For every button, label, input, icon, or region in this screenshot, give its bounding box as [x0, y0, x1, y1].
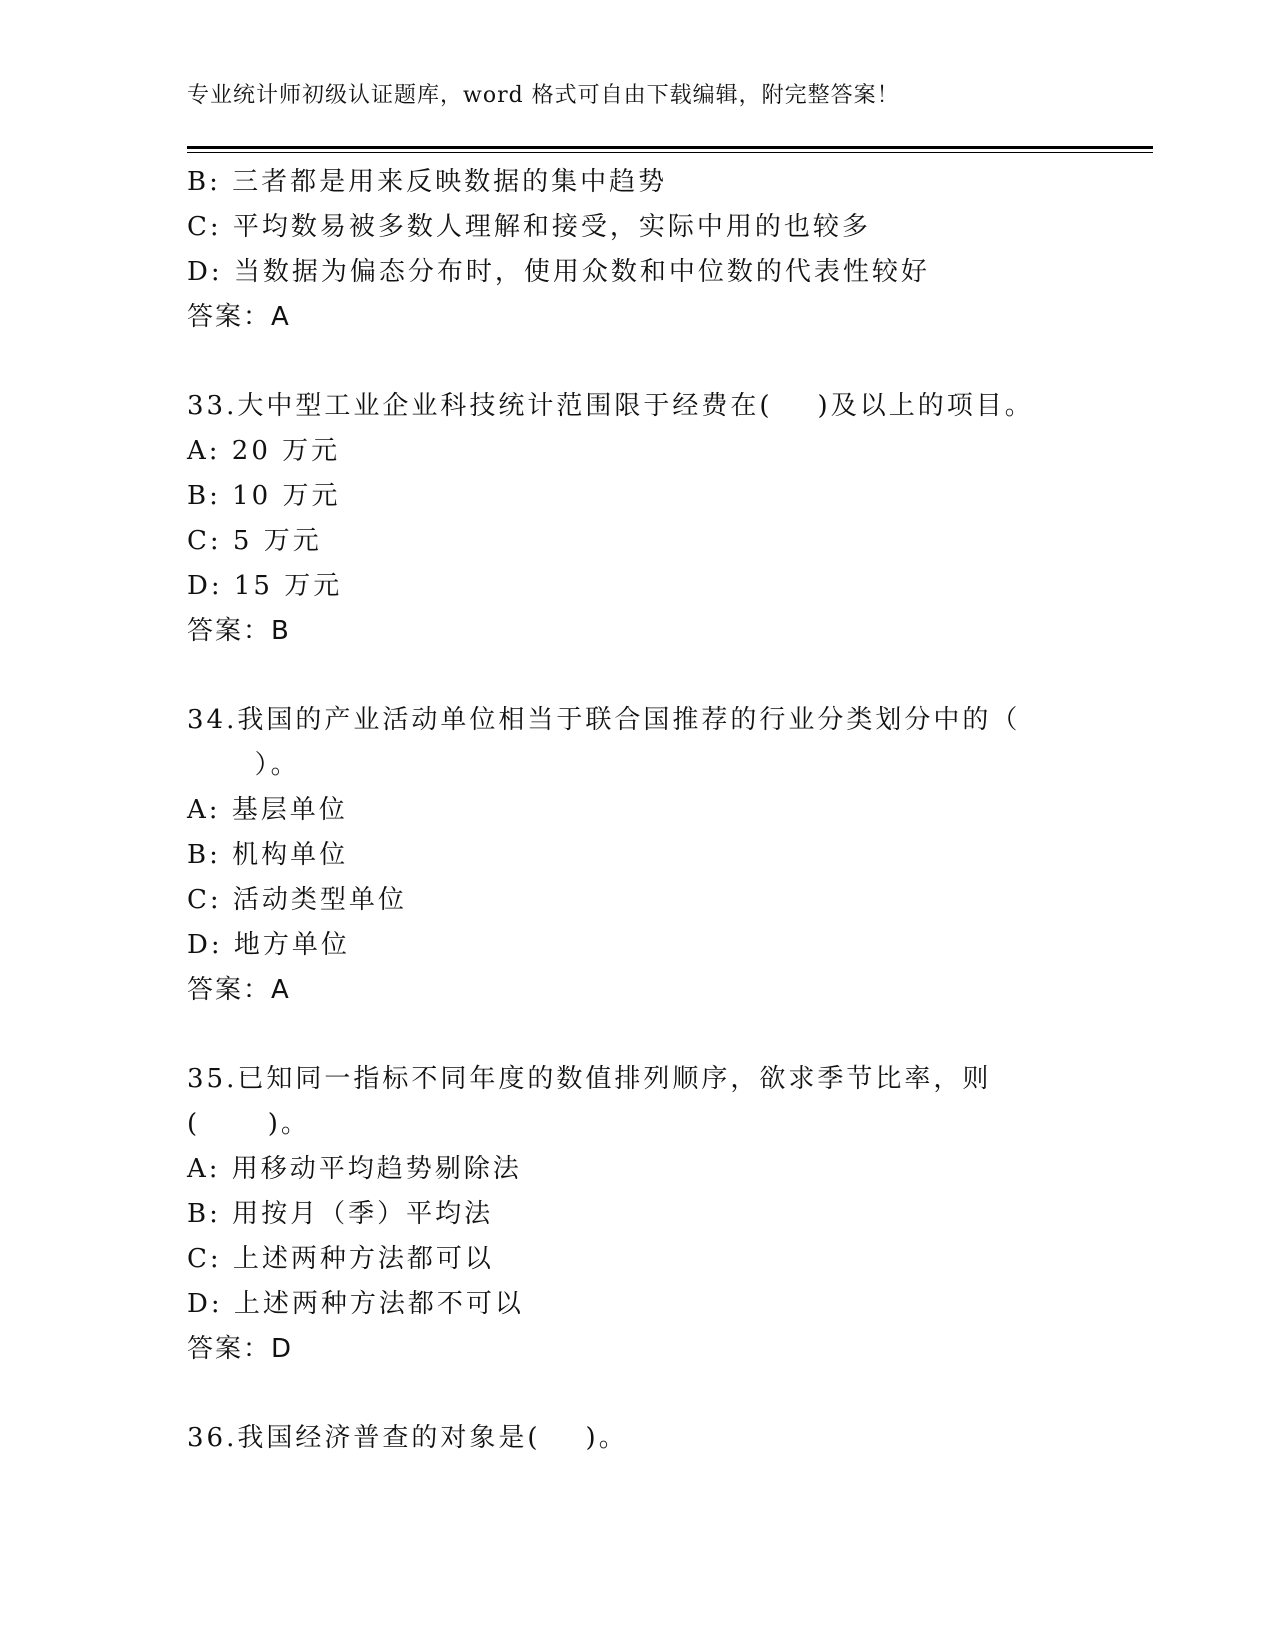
- question-stem: 34.我国的产业活动单位相当于联合国推荐的行业分类划分中的（: [187, 705, 1021, 735]
- question-stem-continued: ( )。: [187, 1109, 310, 1139]
- answer-line: 答案：A: [187, 302, 291, 332]
- option-d: D: 当数据为偏态分布时，使用众数和中位数的代表性较好: [187, 257, 930, 287]
- option-c: C: 平均数易被多数人理解和接受，实际中用的也较多: [187, 212, 871, 242]
- header-rule-thick: [187, 146, 1153, 149]
- option-d: D: 上述两种方法都不可以: [187, 1289, 524, 1319]
- option-b: B: 用按月（季）平均法: [187, 1199, 494, 1229]
- option-d: D: 15 万元: [187, 571, 343, 601]
- option-c: C: 上述两种方法都可以: [187, 1244, 494, 1274]
- option-a: A: 20 万元: [187, 436, 341, 466]
- option-d: D: 地方单位: [187, 930, 350, 960]
- question-block-34: [187, 698, 1067, 1013]
- spacer: [187, 340, 1067, 384]
- question-block-32-continued: [187, 160, 1067, 340]
- question-block-35: [187, 1057, 1067, 1372]
- spacer: [187, 654, 1067, 698]
- header-rule-thin: [187, 152, 1153, 153]
- spacer: [187, 1372, 1067, 1416]
- answer-line: 答案：B: [187, 616, 291, 646]
- question-stem: 33.大中型工业企业科技统计范围限于经费在( )及以上的项目。: [187, 391, 1034, 421]
- question-content: [187, 160, 1067, 1461]
- question-stem: 36.我国经济普查的对象是( )。: [187, 1423, 628, 1453]
- question-block-33: [187, 384, 1067, 654]
- question-stem: 35.已知同一指标不同年度的数值排列顺序，欲求季节比率，则: [187, 1064, 992, 1094]
- page-header-text: 专业统计师初级认证题库，word 格式可自由下载编辑，附完整答案！: [187, 83, 900, 108]
- question-stem-continued: ）。: [187, 750, 300, 780]
- question-block-36: [187, 1416, 1067, 1461]
- option-b: B: 三者都是用来反映数据的集中趋势: [187, 167, 668, 197]
- spacer: [187, 1013, 1067, 1057]
- option-c: C: 活动类型单位: [187, 885, 407, 915]
- option-a: A: 用移动平均趋势剔除法: [187, 1154, 522, 1184]
- option-b: B: 10 万元: [187, 481, 341, 511]
- answer-line: 答案：D: [187, 1334, 294, 1364]
- option-a: A: 基层单位: [187, 795, 348, 825]
- option-b: B: 机构单位: [187, 840, 349, 870]
- option-c: C: 5 万元: [187, 526, 322, 556]
- answer-line: 答案：A: [187, 975, 291, 1005]
